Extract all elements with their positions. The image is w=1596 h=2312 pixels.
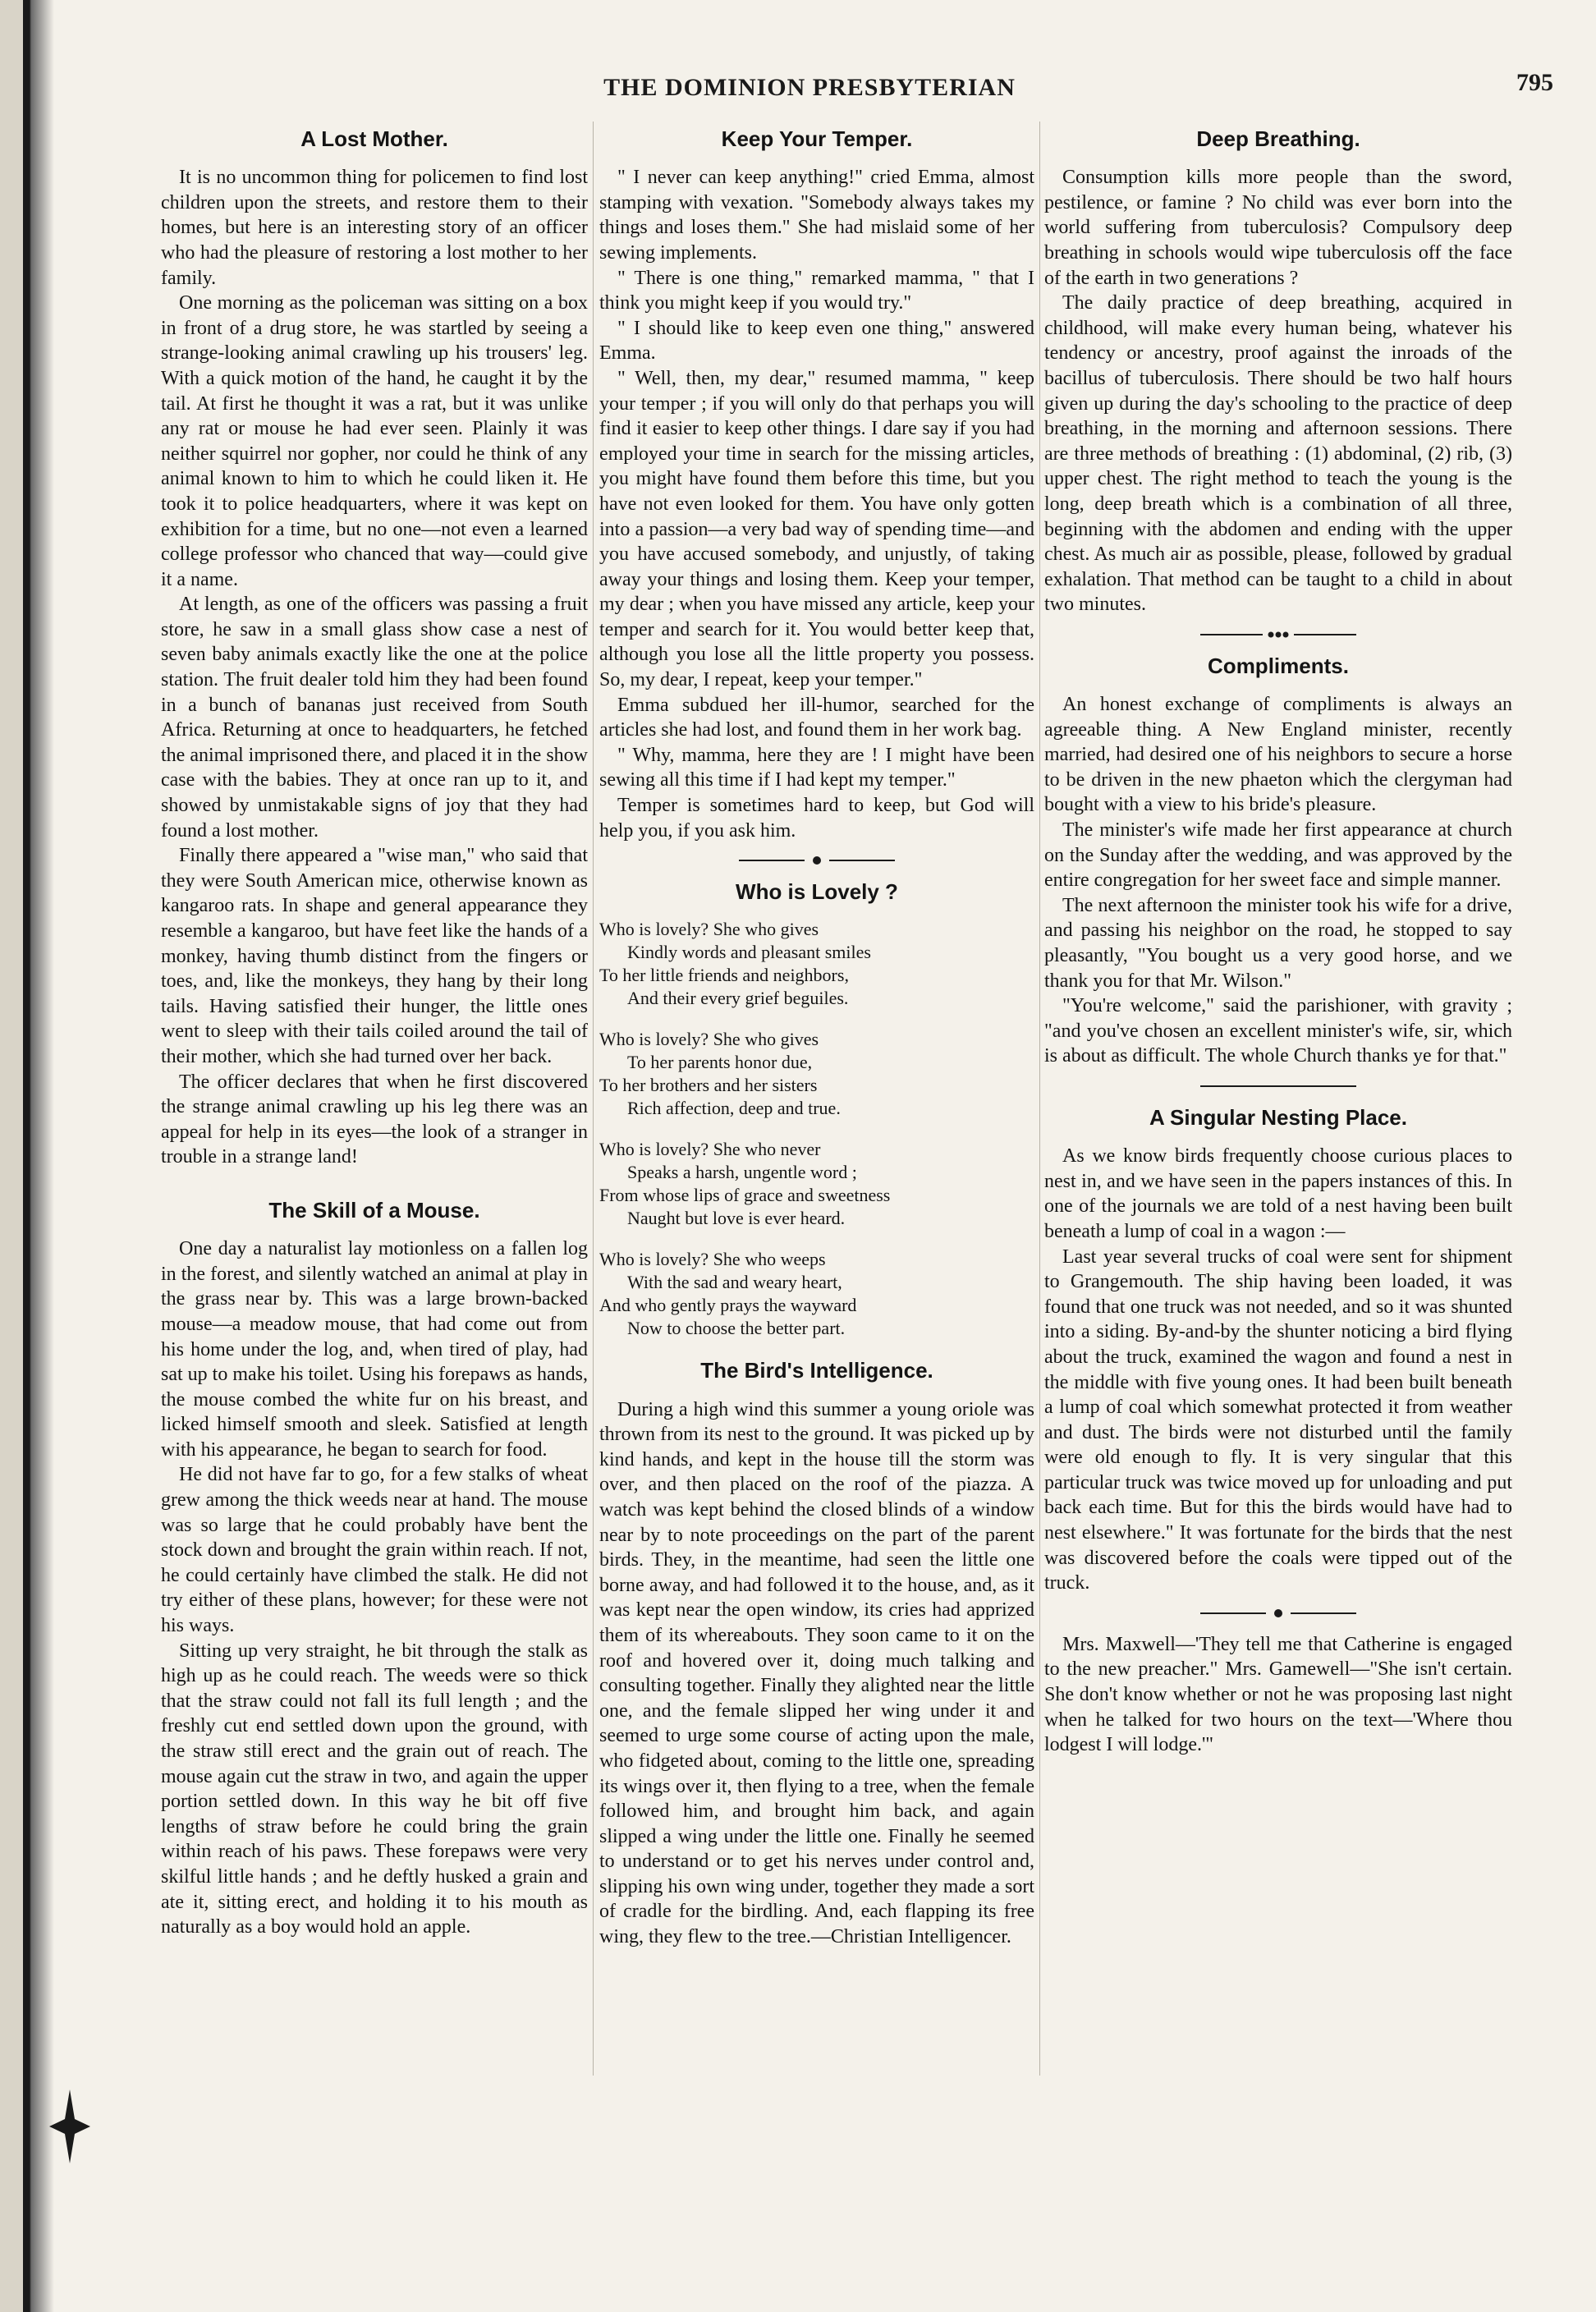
article-keep-your-temper bbox=[599, 126, 1034, 843]
paragraph: " I never can keep anything!" cried Emma, almost stamping with vexation. "Somebody always takes my things and loses them." She had mislaid some of her sewing implements. bbox=[599, 167, 1034, 264]
margin-ornament bbox=[49, 2090, 90, 2163]
newspaper-page bbox=[23, 0, 1596, 2312]
poem-stanza bbox=[599, 918, 1034, 1010]
headline-who-is-lovely: Who is Lovely ? bbox=[736, 879, 898, 905]
page-number: 795 bbox=[1516, 69, 1553, 96]
paragraph: An honest exchange of compliments is always an agreeable thing. A New England minister, recently married, had desired one of his neighbors to secure a horse to be driven in the new phaeton which the clergyman had bought with a view to his bride's pleasure. bbox=[1044, 694, 1512, 816]
anecdote-maxwell-gamewell bbox=[1044, 1632, 1512, 1758]
poem-stanza bbox=[599, 1028, 1034, 1120]
column-1 bbox=[161, 122, 588, 2273]
poem-line: To her brothers and her sisters bbox=[599, 1075, 818, 1096]
paragraph: " Why, mamma, here they are ! I might have been sewing all this time if I had kept my temper." bbox=[599, 744, 1034, 791]
article-skill-of-mouse bbox=[161, 1198, 588, 1940]
paragraph: The minister's wife made her first appearance at church on the Sunday after the wedding, and was approved by the entire congregation for her sweet face and simple manner. bbox=[1044, 819, 1512, 892]
paragraph: Mrs. Maxwell—'They tell me that Catherine is engaged to the new preacher." Mrs. Gamewell—"She isn't certain. She don't know whether or not he was proposing last night when he talked for two hours on the text—'Where thou lodgest I will lodge.'" bbox=[1044, 1633, 1512, 1756]
poem-line: Who is lovely? She who gives bbox=[599, 1029, 819, 1050]
column-2 bbox=[599, 122, 1034, 2273]
article-compliments bbox=[1044, 654, 1512, 1069]
running-head: THE DOMINION PRESBYTERIAN bbox=[603, 74, 1016, 101]
article-birds-intelligence bbox=[599, 1358, 1034, 1949]
headline-singular-nesting-place: A Singular Nesting Place. bbox=[1149, 1104, 1407, 1130]
spacer bbox=[161, 1170, 588, 1193]
paragraph: "You're welcome," said the parishioner, with gravity ; "and you've chosen an excellent minister's wife, sir, which is about as difficult. The whole Church thanks ye for that." bbox=[1044, 995, 1512, 1067]
poem-line: Who is lovely? She who weeps bbox=[599, 1249, 826, 1270]
ornamental-divider bbox=[739, 855, 895, 866]
plain-divider bbox=[1200, 1080, 1356, 1092]
poem-line: To her parents honor due, bbox=[627, 1052, 813, 1073]
poem-line: Who is lovely? She who gives bbox=[599, 919, 819, 940]
ornamental-divider bbox=[1200, 629, 1356, 640]
poem-line: And who gently prays the wayward bbox=[599, 1295, 857, 1316]
paragraph: Finally there appeared a "wise man," who said that they were South American mice, otherwise known as kangaroo rats. In shape and general appearance they resemble a kangaroo, but have feet like the hands of a monkey, having thumb distinct from the fingers or toes, and, like the monkeys, they hang by their long tails. Having satisfied their hunger, the little ones went to sleep with their tails coiled around the tail of their mother, which she had turned over her back. bbox=[161, 845, 588, 1067]
column-3 bbox=[1044, 122, 1512, 2273]
paragraph: It is no uncommon thing for policemen to find lost children upon the streets, and restore them to their homes, but here is an interesting story of an officer who had the pleasure of restoring a lost mother to her family. bbox=[161, 167, 588, 289]
poem-line: Speaks a harsh, ungentle word ; bbox=[627, 1162, 857, 1183]
paragraph: Consumption kills more people than the sword, pestilence, or famine ? No child was ever born into the world suffering from tuberculosis? Compulsory deep breathing in schools would wipe tuberculosis off the face of the earth in two generations ? bbox=[1044, 167, 1512, 289]
paragraph: The daily practice of deep breathing, acquired in childhood, will make every human being, whatever his tendency or ancestry, proof against the inroads of the bacillus of tuberculosis. There should be two half hours given up during the day's schooling to the practice of deep breathing, in the morning and afternoon sessions. There are three methods of breathing : (1) abdominal, (2) rib, (3) upper chest. The right method to teach the young is the long, deep breath which is a combination of all three, beginning with the abdomen and ending with the upper chest. As much air as possible, please, followed by gradual exhalation. That method can be taught to a child in about two minutes. bbox=[1044, 292, 1512, 616]
paragraph: Last year several trucks of coal were sent for shipment to Grangemouth. The ship having been loaded, it was found that one truck was not needed, and so it was shunted into a siding. By-and-by the shunter noticing a bird flying about the truck, examined the wagon and found a nest in the middle with five young ones. It had been built beneath a lump of coal which somewhat protected it from weather and dust. The birds were not disturbed until the family were old enough to fly. It is very singular that this particular truck was twice moved up for unloading and put back each time. But for this the birds would have had to nest elsewhere." It was fortunate for the birds that the nest was discovered before the coals were tipped out of the truck. bbox=[1044, 1245, 1512, 1594]
ornamental-divider bbox=[1200, 1608, 1356, 1619]
paragraph: At length, as one of the officers was passing a fruit store, he saw in a small glass show case a nest of seven baby animals exactly like the one at the police station. The fruit dealer told him they had been found in a bunch of bananas just received from South Africa. Returning at once to headquarters, he fetched the animal imprisoned there, and placed it in the show case with the babies. They at once ran up to it, and showed by unmistakable signs of joy that they had found a lost mother. bbox=[161, 594, 588, 842]
poem-line: With the sad and weary heart, bbox=[627, 1272, 842, 1293]
paragraph: " There is one thing," remarked mamma, " that I think you might keep if you would try." bbox=[599, 267, 1034, 314]
poem-line: Naught but love is ever heard. bbox=[627, 1208, 846, 1229]
paragraph: The officer declares that when he first discovered the strange animal crawling up his leg there was an appeal for help in its eyes—the look of a stranger in trouble in a strange land! bbox=[161, 1071, 588, 1168]
article-lost-mother bbox=[161, 126, 588, 1170]
poem-line: Now to choose the better part. bbox=[627, 1318, 846, 1339]
headline-skill-of-mouse: The Skill of a Mouse. bbox=[268, 1197, 480, 1223]
paragraph: " I should like to keep even one thing," answered Emma. bbox=[599, 317, 1034, 365]
headline-birds-intelligence: The Bird's Intelligence. bbox=[700, 1358, 933, 1383]
article-singular-nesting-place bbox=[1044, 1105, 1512, 1596]
binding-edge bbox=[23, 0, 57, 2312]
headline-deep-breathing: Deep Breathing. bbox=[1196, 126, 1360, 151]
paragraph: Sitting up very straight, he bit through the stalk as high up as he could reach. The weeds were so thick that the straw could not fall its full length ; and the freshly cut end settled down upon the ground, with the straw still erect and the grain out of reach. The mouse again cut the straw in two, and again the upper portion settled down. In this way he bit off five lengths of straw before he could bring the grain within reach of his paws. These forepaws were very skilful little hands ; and he deftly husked a grain and ate it, sitting erect, and holding it to his mouth as naturally as a boy would hold an apple. bbox=[161, 1640, 588, 1938]
column-rule-left bbox=[593, 122, 594, 2076]
paragraph: One day a naturalist lay motionless on a fallen log in the forest, and silently watched an animal at play in the grass near by. This was a large brown-backed mouse—a meadow mouse, that had come out from his home under the log, and, when tired of play, had sat up to make his toilet. Using his forepaws as hands, the mouse combed the white fur on his breast, and licked himself smooth and sleek. Satisfied at length with his appearance, he began to search for food. bbox=[161, 1238, 588, 1461]
headline-keep-your-temper: Keep Your Temper. bbox=[721, 126, 913, 151]
paragraph: " Well, then, my dear," resumed mamma, " keep your temper ; if you will only do that perhaps you will find it easier to keep other things. I dare say if you had employed your time in search for the missing articles, you might have found them before this time, but you have not even looked for them. You have only gotten into a passion—a very bad way of spending time—and you have accused somebody, and unjustly, of taking away your things and losing them. Keep your temper, my dear ; when you have missed any article, keep your temper and search for it. You would better keep that, although you lose all the little property you possess. So, my dear, I repeat, keep your temper." bbox=[599, 367, 1034, 691]
paragraph: One morning as the policeman was sitting on a box in front of a drug store, he was startled by seeing a strange-looking animal crawling up his trousers' leg. With a quick motion of the hand, he caught it by the tail. At first he thought it was a rat, but it was unlike any rat or mouse he had ever seen. Plainly it was neither squirrel nor gopher, nor could he think of any animal known to him to which he could liken it. He took it to police headquarters, where it was kept on exhibition for a time, but no one—not even a learned college professor who chanced that way—could give it a name. bbox=[161, 292, 588, 590]
headline-compliments: Compliments. bbox=[1208, 653, 1349, 678]
poem-who-is-lovely bbox=[599, 879, 1034, 1340]
poem-line: From whose lips of grace and sweetness bbox=[599, 1185, 891, 1206]
poem-stanza bbox=[599, 1248, 1034, 1340]
paragraph: The next afternoon the minister took his wife for a drive, and passing his neighbor on the road, he stopped to say pleasantly, "You bought us a very good horse, and we thank you for that Mr. Wilson." bbox=[1044, 894, 1512, 992]
headline-lost-mother: A Lost Mother. bbox=[300, 126, 448, 151]
paragraph: As we know birds frequently choose curious places to nest in, and we have seen in the papers instances of this. In one of the journals we are told of a nest having been built beneath a lump of coal in a wagon :— bbox=[1044, 1145, 1512, 1242]
poem-body bbox=[599, 918, 1034, 1340]
poem-line: To her little friends and neighbors, bbox=[599, 965, 849, 986]
paragraph: He did not have far to go, for a few stalks of wheat grew among the thick weeds near at hand. The mouse was so large that he could probably have bent the stock down and brought the grain within reach. If not, he could certainly have climbed the stalk. He did not try either of these plans, however; for these were not his ways. bbox=[161, 1464, 588, 1637]
poem-line: Rich affection, deep and true. bbox=[627, 1098, 841, 1119]
poem-line: And their every grief beguiles. bbox=[627, 988, 849, 1009]
column-rule-right bbox=[1039, 122, 1040, 2076]
poem-stanza bbox=[599, 1138, 1034, 1230]
paragraph: During a high wind this summer a young oriole was thrown from its nest to the ground. It was picked up by kind hands, and kept in the house till the storm was over, and then placed on the roof of the piazza. A watch was kept behind the closed blinds of a window near by to note proceedings on the part of the parent birds. They, in the meantime, had seen the little one borne away, and had followed it to the house, and, as it was kept near the open window, its cries had apprized them of its whereabouts. They soon came to it on the roof and hovered over it, doing much talking and consulting together. Finally they alighted near the little one, and the female slipped her wing under it and seemed to urge some course of acting upon the male, who fidgeted about, coming to the little one, spreading its wings over it, then flying to a tree, when the female followed him, and brought him back, and again slipped a wing under the little one. Finally he seemed to understand or to get his nerves under control and, slipping his own wing under, together they made a sort of cradle for the birdling. And, each flapping its free wing, they flew to the tree.—Christian Intelligencer. bbox=[599, 1398, 1034, 1948]
paragraph: Emma subdued her ill-humor, searched for the articles she had lost, and found them in her work bag. bbox=[599, 694, 1034, 741]
article-deep-breathing bbox=[1044, 126, 1512, 617]
paragraph: Temper is sometimes hard to keep, but God will help you, if you ask him. bbox=[599, 795, 1034, 842]
poem-line: Kindly words and pleasant smiles bbox=[627, 942, 871, 963]
poem-line: Who is lovely? She who never bbox=[599, 1139, 821, 1160]
